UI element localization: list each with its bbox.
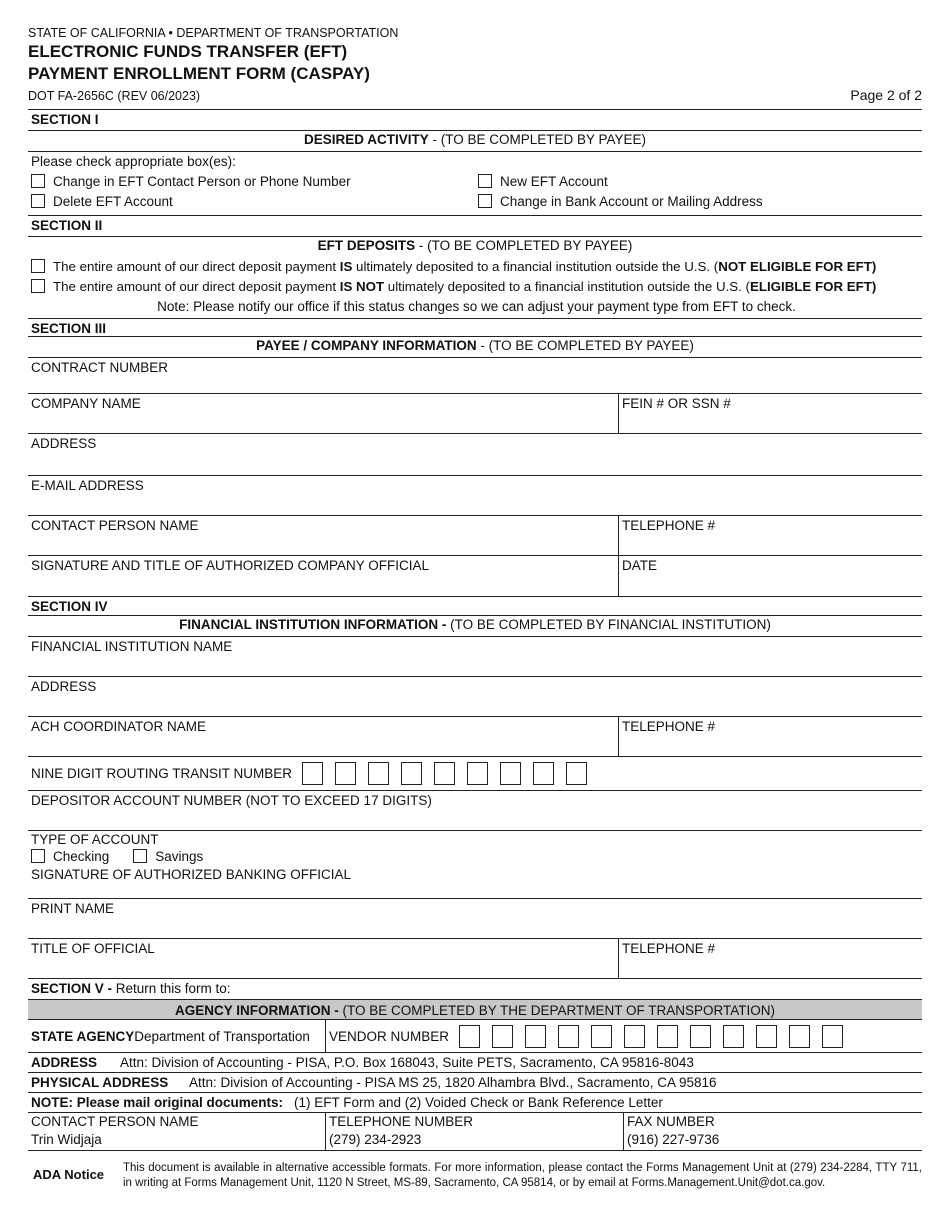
telephone-field[interactable]: TELEPHONE # [618, 516, 922, 555]
fein-field[interactable]: FEIN # OR SSN # [618, 394, 922, 433]
routing-digit-box[interactable] [566, 762, 587, 785]
ada-notice [28, 1161, 922, 1191]
savings-label: Savings [155, 849, 204, 864]
contract-number-field[interactable]: CONTRACT NUMBER [31, 360, 169, 375]
agency-contact-cell [28, 1113, 326, 1150]
section1-instruction: Please check appropriate box(es): [31, 154, 236, 169]
vendor-number-label: VENDOR NUMBER [329, 1028, 450, 1044]
agency-fax-label: FAX NUMBER [627, 1114, 715, 1129]
account-type-label: TYPE OF ACCOUNT [31, 832, 159, 847]
vendor-digit-box[interactable] [690, 1025, 711, 1048]
agency-fax-cell [624, 1113, 922, 1150]
agency-contact-label: CONTACT PERSON NAME [31, 1114, 199, 1129]
agency-contact-value: Trin Widjaja [31, 1132, 102, 1147]
routing-digit-box[interactable] [368, 762, 389, 785]
checkbox-eligible[interactable] [31, 279, 45, 293]
form-page [28, 26, 922, 1191]
checkbox-not-eligible[interactable] [31, 259, 45, 273]
section5-label: SECTION V - Return this form to: [31, 981, 231, 996]
vendor-digit-box[interactable] [459, 1025, 480, 1048]
vendor-digit-box[interactable] [492, 1025, 513, 1048]
print-name-field[interactable]: PRINT NAME [31, 901, 115, 916]
checking-label: Checking [53, 849, 110, 864]
form-header [28, 26, 922, 103]
fi-telephone-field[interactable]: TELEPHONE # [618, 717, 922, 756]
form-meta-row [28, 85, 922, 103]
vendor-digit-box[interactable] [723, 1025, 744, 1048]
section2-label: SECTION II [31, 218, 103, 233]
option-new-account: New EFT Account [500, 174, 608, 189]
checkbox-change-contact[interactable] [31, 174, 45, 188]
eft-note: Note: Please notify our office if this status changes so we can adjust your payment type from EFT to check. [157, 299, 796, 314]
vendor-digit-box[interactable] [558, 1025, 579, 1048]
section4-heading: FINANCIAL INSTITUTION INFORMATION - (TO BE COMPLETED BY FINANCIAL INSTITUTION) [179, 617, 771, 632]
form-title-line1: ELECTRONIC FUNDS TRANSFER (EFT) [28, 42, 348, 61]
routing-digit-box[interactable] [533, 762, 554, 785]
agency-fax-value: (916) 227-9736 [627, 1132, 720, 1147]
vendor-digit-box[interactable] [525, 1025, 546, 1048]
official-title-field[interactable]: TITLE OF OFFICIAL [31, 941, 155, 956]
eft-option-not-eligible: The entire amount of our direct deposit payment IS ultimately deposited to a financial institution outside the U.S. (NOT ELIGIBLE FOR EFT) [28, 257, 922, 277]
option-change-bank: Change in Bank Account or Mailing Address [500, 194, 763, 209]
agency-line: STATE OF CALIFORNIA • DEPARTMENT OF TRANSPORTATION [28, 26, 399, 40]
contact-person-field[interactable]: CONTACT PERSON NAME [31, 518, 199, 533]
section2-heading: EFT DEPOSITS - (TO BE COMPLETED BY PAYEE) [317, 238, 633, 253]
checkbox-delete-account[interactable] [31, 194, 45, 208]
mail-note-row: NOTE: Please mail original documents: (1) EFT Form and (2) Voided Check or Bank Reference Letter [28, 1093, 922, 1113]
routing-digit-box[interactable] [434, 762, 455, 785]
banking-signature-field[interactable]: SIGNATURE OF AUTHORIZED BANKING OFFICIAL [31, 867, 352, 882]
vendor-digit-box[interactable] [756, 1025, 777, 1048]
checkbox-change-bank[interactable] [478, 194, 492, 208]
fi-name-field[interactable]: FINANCIAL INSTITUTION NAME [31, 639, 233, 654]
eft-option-eligible: The entire amount of our direct deposit payment IS NOT ultimately deposited to a financial institution outside the U.S. (ELIGIBLE FOR EFT) [28, 277, 922, 297]
section1-heading: DESIRED ACTIVITY - (TO BE COMPLETED BY PAYEE) [303, 132, 647, 147]
agency-phone-value: (279) 234-2923 [329, 1132, 422, 1147]
checkbox-checking[interactable] [31, 849, 45, 863]
vendor-digit-box[interactable] [789, 1025, 810, 1048]
company-signature-field[interactable]: SIGNATURE AND TITLE OF AUTHORIZED COMPANY OFFICIAL [31, 558, 430, 573]
routing-number-row [28, 760, 922, 787]
ada-text: This document is available in alternative accessible formats. For more information, please contact the Forms Management Unit at (279) 234-2284, TTY 711, in writing at Forms Management Unit, 1120 N Street, MS-89, Sacramento, CA 95814, or by email at Forms.Management.Unit@dot.ca.gov. [123, 1162, 922, 1189]
vendor-digit-box[interactable] [822, 1025, 843, 1048]
mailing-address-row: ADDRESS Attn: Division of Accounting - PISA, P.O. Box 168043, Suite PETS, Sacramento, CA 95816-8043 [28, 1053, 922, 1073]
address-field[interactable]: ADDRESS [31, 436, 97, 451]
form-title-line2: PAYMENT ENROLLMENT FORM (CASPAY) [28, 64, 370, 83]
ada-label: ADA Notice [33, 1167, 105, 1182]
vendor-digit-box[interactable] [591, 1025, 612, 1048]
account-type-group [28, 831, 922, 865]
routing-label: NINE DIGIT ROUTING TRANSIT NUMBER [31, 765, 293, 781]
section3-heading: PAYEE / COMPANY INFORMATION - (TO BE COMPLETED BY PAYEE) [256, 338, 694, 353]
section3-label: SECTION III [31, 321, 107, 336]
checkbox-new-account[interactable] [478, 174, 492, 188]
state-agency-cell: STATE AGENCY Department of Transportation [28, 1020, 326, 1052]
vendor-digit-box[interactable] [624, 1025, 645, 1048]
section5-heading: AGENCY INFORMATION - (TO BE COMPLETED BY THE DEPARTMENT OF TRANSPORTATION) [28, 999, 922, 1020]
vendor-digit-boxes [459, 1025, 843, 1048]
routing-digit-box[interactable] [335, 762, 356, 785]
ach-coordinator-field[interactable]: ACH COORDINATOR NAME [31, 719, 207, 734]
date-field[interactable]: DATE [618, 556, 922, 596]
checkbox-savings[interactable] [133, 849, 147, 863]
routing-digit-boxes [302, 762, 587, 785]
form-number: DOT FA-2656C (REV 06/2023) [28, 89, 201, 103]
section4-label: SECTION IV [31, 599, 108, 614]
physical-address-row: PHYSICAL ADDRESS Attn: Division of Accounting - PISA MS 25, 1820 Alhambra Blvd., Sacramento, CA 95816 [28, 1073, 922, 1093]
agency-phone-label: TELEPHONE NUMBER [329, 1114, 474, 1129]
routing-digit-box[interactable] [401, 762, 422, 785]
account-number-field[interactable]: DEPOSITOR ACCOUNT NUMBER (NOT TO EXCEED 17 DIGITS) [31, 793, 432, 808]
routing-digit-box[interactable] [500, 762, 521, 785]
email-field[interactable]: E-MAIL ADDRESS [31, 478, 144, 493]
vendor-digit-box[interactable] [657, 1025, 678, 1048]
option-delete-account: Delete EFT Account [53, 194, 173, 209]
agency-phone-cell [326, 1113, 624, 1150]
company-name-field[interactable]: COMPANY NAME [31, 396, 141, 411]
fi-address-field[interactable]: ADDRESS [31, 679, 97, 694]
option-change-contact: Change in EFT Contact Person or Phone Number [53, 174, 351, 189]
page-number: Page 2 of 2 [850, 87, 922, 103]
vendor-number-cell [326, 1025, 922, 1048]
official-telephone-field[interactable]: TELEPHONE # [618, 939, 922, 978]
routing-digit-box[interactable] [467, 762, 488, 785]
routing-digit-box[interactable] [302, 762, 323, 785]
section1-label: SECTION I [31, 112, 99, 127]
